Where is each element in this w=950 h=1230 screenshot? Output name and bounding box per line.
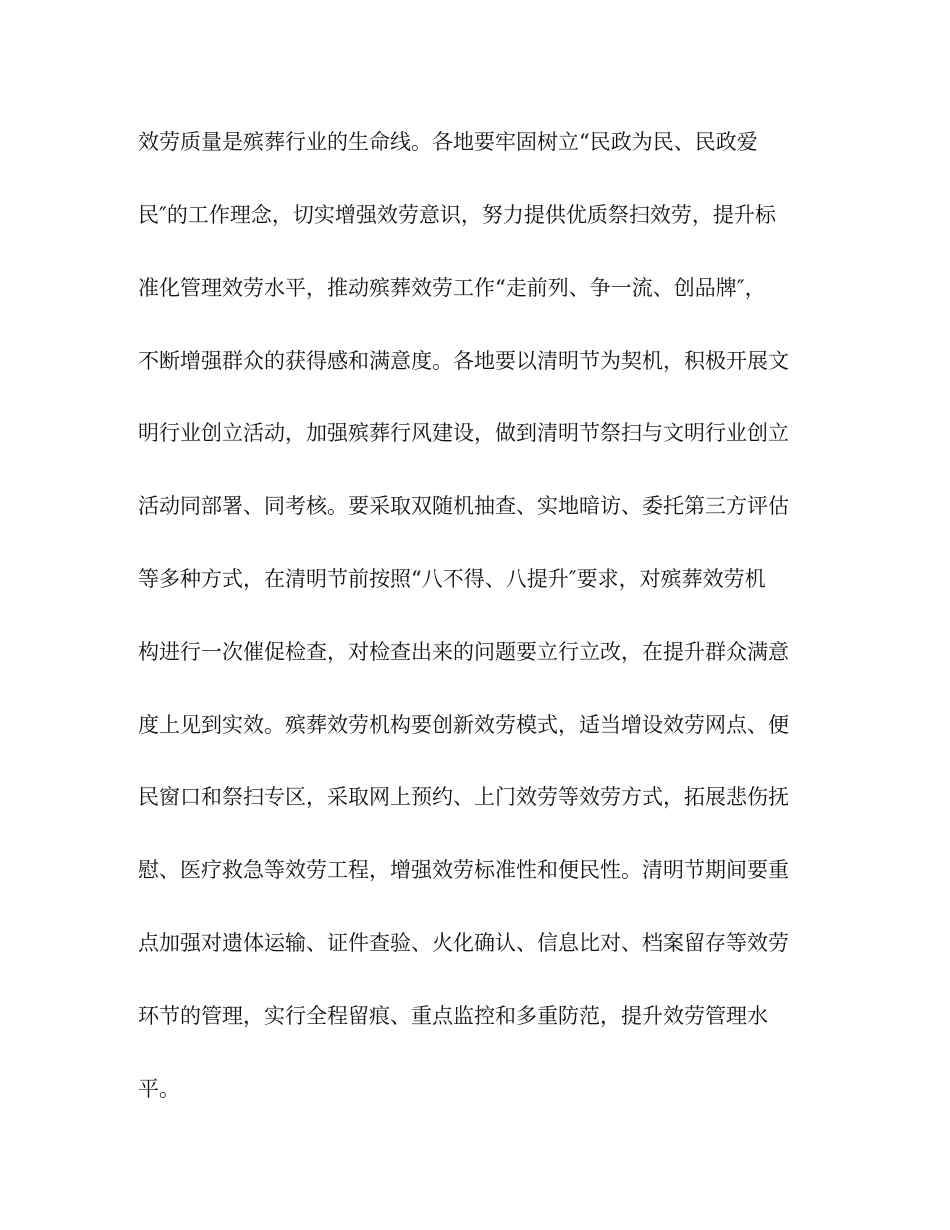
paragraph-line: 活动同部署、同考核。要采取双随机抽查、实地暗访、委托第三方评估 (138, 494, 789, 518)
paragraph-line: 慰、医疗救急等效劳工程，增强效劳标准性和便民性。清明节期间要重 (138, 858, 789, 882)
paragraph-line: 民窗口和祭扫专区，采取网上预约、上门效劳等效劳方式，拓展悲伤抚 (138, 785, 789, 809)
paragraph-line: 点加强对遗体运输、证件查验、火化确认、信息比对、档案留存等效劳 (138, 931, 789, 955)
paragraph-line: 环节的管理，实行全程留痕、重点监控和多重防范，提升效劳管理水 (138, 1004, 768, 1028)
paragraph-line: 构进行一次催促检查，对检查出来的问题要立行立改，在提升群众满意 (138, 640, 789, 664)
paragraph-line: 平。 (138, 1077, 180, 1101)
paragraph-line: 等多种方式，在清明节前按照“八不得、八提升″要求，对殡葬效劳机 (138, 567, 766, 591)
paragraph-line: 准化管理效劳水平，推动殡葬效劳工作“走前列、争一流、创品牌″， (138, 276, 766, 300)
paragraph-line: 民″的工作理念，切实增强效劳意识，努力提供优质祭扫效劳，提升标 (138, 203, 776, 227)
paragraph-line: 明行业创立活动，加强殡葬行风建设，做到清明节祭扫与文明行业创立 (138, 421, 789, 445)
paragraph-line: 度上见到实效。殡葬效劳机构要创新效劳模式，适当增设效劳网点、便 (138, 713, 789, 737)
paragraph-line: 不断增强群众的获得感和满意度。各地要以清明节为契机，积极开展文 (138, 349, 789, 373)
paragraph-line: 效劳质量是殡葬行业的生命线。各地要牢固树立“民政为民、民政爱 (138, 130, 758, 154)
